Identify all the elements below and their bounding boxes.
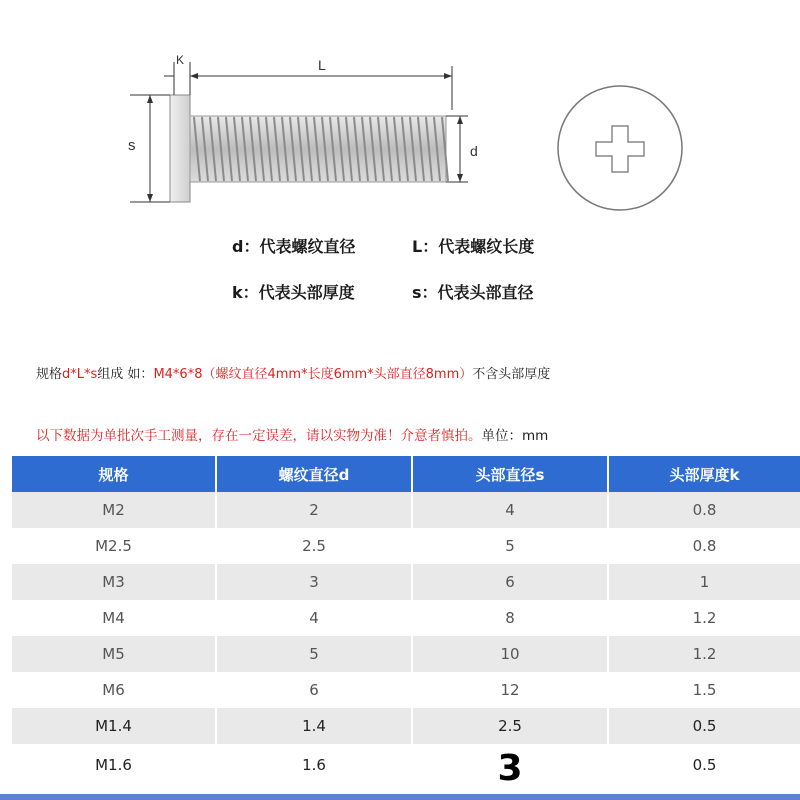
cell-d: 4 <box>216 600 412 636</box>
legend-s: s：代表头部直径 <box>412 283 534 302</box>
screw-head <box>170 95 190 202</box>
cell-d: 6 <box>216 672 412 708</box>
cell-d: 1.4 <box>216 708 412 744</box>
label-l: L <box>318 57 326 73</box>
bottom-accent-bar <box>0 794 800 800</box>
cell-d: 3 <box>216 564 412 600</box>
table-row <box>12 564 800 600</box>
cell-s: 2.5 <box>412 708 608 744</box>
cell-spec: M5 <box>12 636 216 672</box>
cell-k: 0.8 <box>608 528 800 564</box>
cell-spec: M4 <box>12 600 216 636</box>
table-row <box>12 708 800 744</box>
table-row <box>12 672 800 708</box>
header-head-thickness: 头部厚度k <box>608 456 800 492</box>
header-head-diameter: 头部直径s <box>412 456 608 492</box>
spec-note-formula: d*L*s <box>62 367 98 382</box>
label-k: K <box>176 53 185 67</box>
spec-format-note <box>36 363 550 382</box>
cell-s-value: 3 <box>497 748 523 789</box>
cell-s: 4 <box>412 492 608 528</box>
label-s: s <box>128 137 136 154</box>
notice-unit: 单位：mm <box>481 428 549 444</box>
cell-spec: M1.4 <box>12 708 216 744</box>
cell-spec: M6 <box>12 672 216 708</box>
legend-k: k：代表头部厚度 <box>232 283 355 302</box>
cell-d: 1.6 <box>216 744 412 785</box>
table-row <box>12 744 800 785</box>
cell-d: 2.5 <box>216 528 412 564</box>
cell-spec: M3 <box>12 564 216 600</box>
cell-s: 12 <box>412 672 608 708</box>
legend-l: L：代表螺纹长度 <box>412 237 535 256</box>
cell-k: 0.8 <box>608 492 800 528</box>
cell-k: 1.2 <box>608 600 800 636</box>
cell-s: 5 <box>412 528 608 564</box>
cell-k: 1.5 <box>608 672 800 708</box>
measurement-notice <box>36 424 548 444</box>
header-spec: 规格 <box>12 456 216 492</box>
spec-note-mid: 组成 如： <box>97 367 154 382</box>
cell-k: 1 <box>608 564 800 600</box>
cell-d: 5 <box>216 636 412 672</box>
cell-spec: M2.5 <box>12 528 216 564</box>
spec-table <box>12 456 800 789</box>
cell-spec: M2 <box>12 492 216 528</box>
cell-s: 8 <box>412 600 608 636</box>
label-d: d <box>470 143 478 159</box>
table-header-row <box>12 456 800 492</box>
cell-spec: M1.6 <box>12 744 216 785</box>
table-row <box>12 636 800 672</box>
spec-note-suffix: 不含头部厚度 <box>472 367 551 382</box>
cell-s: 10 <box>412 636 608 672</box>
header-thread-diameter: 螺纹直径d <box>216 456 412 492</box>
cell-s: 6 <box>412 564 608 600</box>
spec-note-prefix: 规格 <box>36 367 63 382</box>
notice-warning: 以下数据为单批次手工测量，存在一定误差，请以实物为准！介意者慎拍。 <box>36 428 482 444</box>
cell-s <box>412 744 608 789</box>
table-row <box>12 600 800 636</box>
cell-k: 1.2 <box>608 636 800 672</box>
table-row <box>12 528 800 564</box>
legend-d: d：代表螺纹直径 <box>232 237 356 256</box>
spec-note-example: M4*6*8（螺纹直径4mm*长度6mm*头部直径8mm） <box>153 367 473 382</box>
cell-k: 0.5 <box>608 744 800 785</box>
table-row <box>12 492 800 528</box>
cell-d: 2 <box>216 492 412 528</box>
cell-k: 0.5 <box>608 708 800 744</box>
screw-dimension-diagram <box>0 0 800 215</box>
